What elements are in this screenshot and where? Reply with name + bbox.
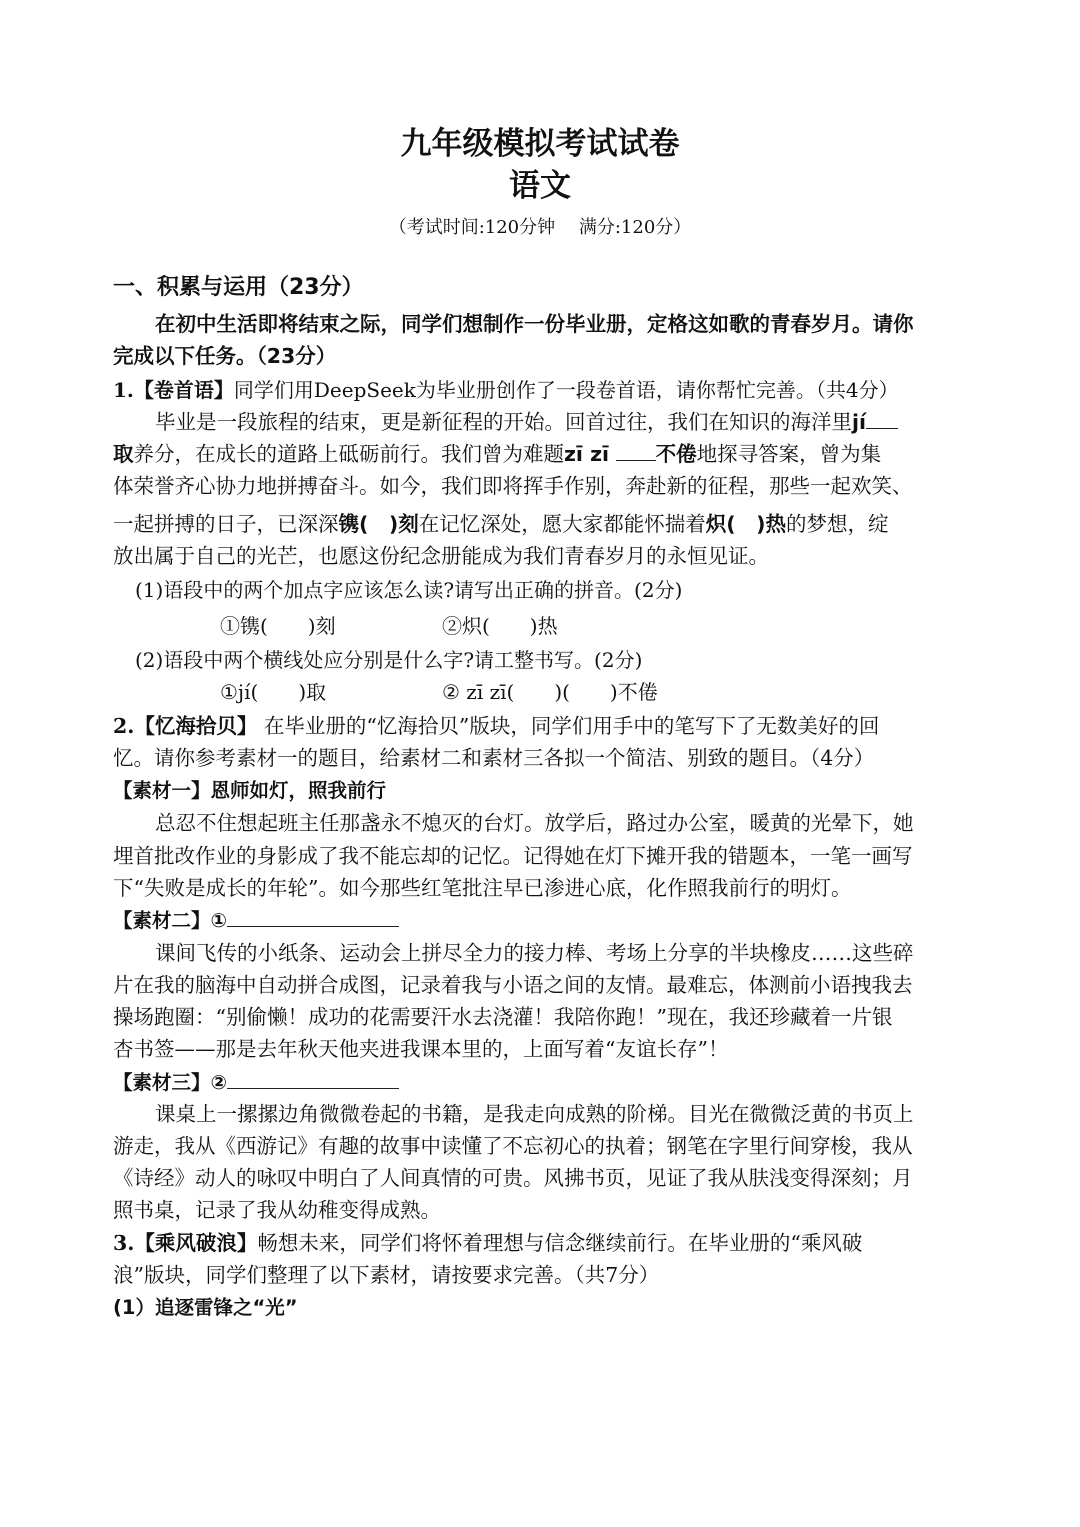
exam-title: 九年级模拟考试试卷: [400, 126, 680, 162]
q1-passage-line-5: 放出属于自己的光芒，也愿这份纪念册能成为我们青春岁月的永恒见证。: [113, 544, 769, 568]
q1-sub1-answer-a[interactable]: ①镌( )刻: [220, 614, 336, 638]
section-heading: 一、积累与运用（23分）: [113, 275, 364, 300]
q1-sub-question-1: (1)语段中的两个加点字应该怎么读?请写出正确的拼音。(2分): [135, 578, 683, 602]
q2-prompt-line-2: 忆。请你参考素材一的题目，给素材二和素材三各拟一个简洁、别致的题目。（4分）: [113, 746, 875, 770]
material-2-line-2: 片在我的脑海中自动拼合成图，记录着我与小语之间的友情。最难忘，体测前小语拽我去: [113, 973, 913, 997]
pinyin-zizi: zī zī: [564, 442, 610, 466]
material-3-line-2: 游走，我从《西游记》有趣的故事中读懂了不忘初心的执着；钢笔在字里行间穿梭，我从: [113, 1134, 913, 1158]
q1-sub2-answer-b[interactable]: ② zī zī( )( )不倦: [442, 680, 658, 704]
material-1-line-2: 埋首批改作业的身影成了我不能忘却的记忆。记得她在灯下摊开我的错题本，一笔一画写: [113, 844, 913, 868]
q3-sub-question-1: (1）追逐雷锋之“光”: [113, 1296, 298, 1319]
q1-passage-line-4: 一起拼搏的日子，已深深镌( )刻在记忆深处，愿大家都能怀揣着炽( )热的梦想，绽: [113, 512, 889, 536]
exam-info: （考试时间:120分钟 满分:120分）: [388, 217, 692, 238]
q1-prompt: [113, 374, 899, 406]
q2-number: 2.: [113, 714, 135, 738]
q1-sub1-answer-b[interactable]: ②炽( )热: [442, 614, 558, 638]
q1-sub-question-2: (2)语段中两个横线处应分别是什么字?请工整书写。(2分): [135, 648, 643, 672]
material-2-title-blank[interactable]: [227, 904, 399, 927]
q3-number: 3.: [113, 1231, 135, 1255]
material-2-line-3: 操场跑圈：“别偷懒！成功的花需要汗水去浇灌！我陪你跑！”现在，我还珍藏着一片银: [113, 1005, 893, 1029]
material-1-line-1: 总忍不住想起班主任那盏永不熄灭的台灯。放学后，路过办公室，暖黄的光晕下，她: [155, 811, 914, 835]
subject-title: 语文: [509, 168, 571, 204]
q3-prompt-line-1: 3.【乘风破浪】畅想未来，同学们将怀着理想与信念继续前行。在毕业册的“乘风破: [113, 1231, 863, 1255]
material-2-title: 【素材二】①: [113, 904, 399, 937]
material-3-title-blank[interactable]: [227, 1066, 399, 1089]
answer-blank-zizi[interactable]: [616, 438, 656, 461]
material-1-title: 【素材一】恩师如灯，照我前行: [113, 779, 387, 802]
section-intro-line-2: 完成以下任务。（23分）: [113, 344, 337, 368]
answer-blank-ji[interactable]: [866, 406, 898, 429]
material-2-line-4: 杏书签——那是去年秋天他夹进我课本里的，上面写着“友谊长存”！: [113, 1037, 729, 1061]
dotted-word-chire: 炽( )热: [705, 512, 786, 536]
q3-prompt-line-2: 浪”版块，同学们整理了以下素材，请按要求完善。（共7分）: [113, 1263, 660, 1287]
material-1-line-3: 下“失败是成长的年轮”。如今那些红笔批注早已渗进心底，化作照我前行的明灯。: [113, 876, 852, 900]
material-3-line-3: 《诗经》动人的咏叹中明白了人间真情的可贵。风拂书页，见证了我从肤浅变得深刻；月: [113, 1166, 913, 1190]
q1-tag: 【卷首语】: [133, 378, 234, 402]
q1-passage-line-1: 毕业是一段旅程的结束，更是新征程的开始。回首过往，我们在知识的海洋里jí: [155, 406, 898, 438]
material-3-line-1: 课桌上一摞摞边角微微卷起的书籍，是我走向成熟的阶梯。目光在微微泛黄的书页上: [155, 1102, 914, 1126]
q1-passage-line-3: 体荣誉齐心协力地拼搏奋斗。如今，我们即将挥手作别，奔赴新的征程，那些一起欢笑、: [113, 474, 913, 498]
q2-prompt-line-1: 2.【忆海拾贝】 在毕业册的“忆海拾贝”版块，同学们用手中的笔写下了无数美好的回: [113, 714, 880, 738]
q2-tag: 【忆海拾贝】: [134, 714, 258, 738]
dotted-word-juanke: 镌( )刻: [338, 512, 419, 536]
material-3-title: 【素材三】②: [113, 1066, 399, 1099]
q1-sub2-answer-a[interactable]: ①jí( )取: [220, 680, 327, 704]
q1-prompt-text: 同学们用DeepSeek为毕业册创作了一段卷首语，请你帮忙完善。（共4分）: [233, 378, 899, 402]
material-3-line-4: 照书桌，记录了我从幼稚变得成熟。: [113, 1198, 441, 1222]
material-2-line-1: 课间飞传的小纸条、运动会上拼尽全力的接力棒、考场上分享的半块橡皮……这些碎: [155, 941, 914, 965]
pinyin-ji: jí: [852, 410, 867, 434]
section-intro-line-1: 在初中生活即将结束之际，同学们想制作一份毕业册，定格这如歌的青春岁月。请你: [155, 312, 914, 336]
q3-tag: 【乘风破浪】: [134, 1231, 258, 1255]
q1-number: 1.: [113, 378, 134, 402]
q1-passage-line-2: 取养分，在成长的道路上砥砺前行。我们曾为难题zī zī 不倦地探寻答案，曾为集: [113, 438, 881, 470]
